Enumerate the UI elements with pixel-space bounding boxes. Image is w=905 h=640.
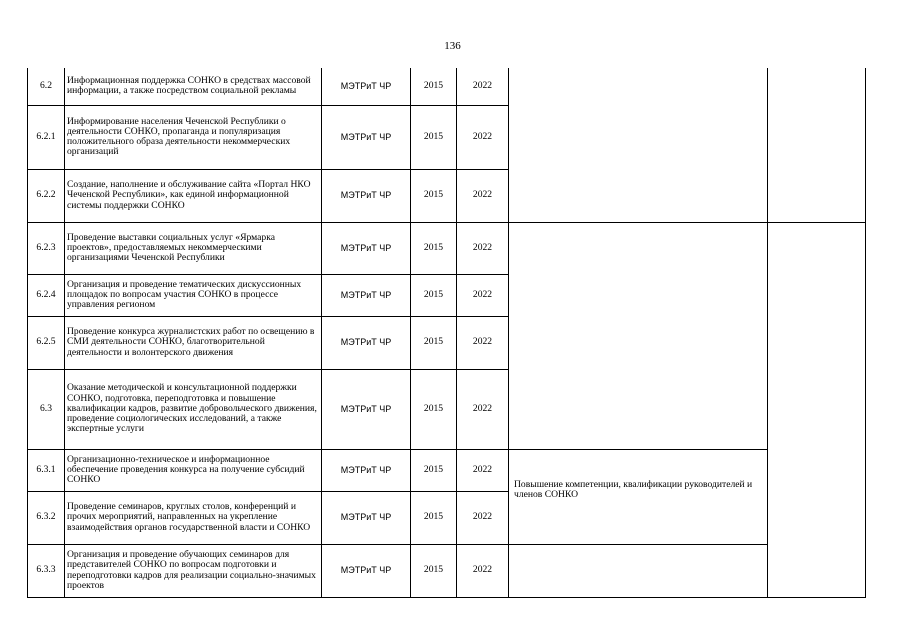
row-description: Проведение семинаров, круглых столов, конференций и прочих мероприятий, направленных на укрепление взаимодействия органов государственной власти и СОНКО: [65, 491, 322, 544]
result-cell-empty: [509, 222, 768, 369]
row-start-year: 2015: [411, 222, 457, 274]
row-description: Создание, наполнение и обслуживание сайта «Портал НКО Чеченской Республики», как единой информационной системы поддержки СОНКО: [65, 169, 322, 222]
row-description: Проведение конкурса журналистских работ по освещению в СМИ деятельности СОНКО, благотворительной деятельности и волонтерского движения: [65, 316, 322, 369]
row-start-year: 2015: [411, 105, 457, 169]
row-start-year: 2015: [411, 544, 457, 597]
row-code: 6.2.1: [28, 105, 65, 169]
row-code: 6.3.1: [28, 449, 65, 491]
row-end-year: 2022: [457, 449, 509, 491]
row-start-year: 2015: [411, 316, 457, 369]
row-end-year: 2022: [457, 105, 509, 169]
row-end-year: 2022: [457, 222, 509, 274]
row-end-year: 2022: [457, 274, 509, 316]
result-cell: Повышение компетенции, квалификации руководителей и членов СОНКО: [509, 449, 768, 544]
row-code: 6.3.2: [28, 491, 65, 544]
row-executor: МЭТРиТ ЧР: [322, 105, 411, 169]
row-code: 6.2.4: [28, 274, 65, 316]
row-description: Оказание методической и консультационной поддержки СОНКО, подготовка, переподготовка и повышение квалификации кадров, развитие добровольческого движения, проведение социологических исследований, а также экспертные услуги: [65, 369, 322, 449]
table-row: [28, 222, 866, 274]
table-row: [28, 369, 866, 449]
row-start-year: 2015: [411, 491, 457, 544]
row-description: Информирование населения Чеченской Республики о деятельности СОНКО, пропаганда и популяризация положительного образа деятельности некоммерческих организаций: [65, 105, 322, 169]
row-code: 6.2: [28, 68, 65, 105]
row-start-year: 2015: [411, 274, 457, 316]
row-end-year: 2022: [457, 169, 509, 222]
row-description: Организация и проведение обучающих семинаров для представителей СОНКО по вопросам подготовки и переподготовки кадров для реализации социально-значимых проектов: [65, 544, 322, 597]
row-description: Проведение выставки социальных услуг «Ярмарка проектов», предоставляемых некоммерческими организациями Чеченской Республики: [65, 222, 322, 274]
row-executor: МЭТРиТ ЧР: [322, 222, 411, 274]
row-start-year: 2015: [411, 68, 457, 105]
program-activities-table: [27, 68, 866, 598]
row-description: Организационно-техническое и информационное обеспечение проведения конкурса на получение субсидий СОНКО: [65, 449, 322, 491]
row-start-year: 2015: [411, 169, 457, 222]
indicator-cell-empty: [768, 222, 866, 597]
row-code: 6.2.5: [28, 316, 65, 369]
row-description: Организация и проведение тематических дискуссионных площадок по вопросам участия СОНКО в процессе управления регионом: [65, 274, 322, 316]
result-cell-empty: [509, 68, 768, 222]
row-code: 6.2.3: [28, 222, 65, 274]
indicator-cell-empty: [768, 68, 866, 222]
row-executor: МЭТРиТ ЧР: [322, 169, 411, 222]
row-code: 6.3.3: [28, 544, 65, 597]
row-executor: МЭТРиТ ЧР: [322, 274, 411, 316]
page-number: 136: [444, 40, 461, 52]
row-executor: МЭТРиТ ЧР: [322, 544, 411, 597]
row-end-year: 2022: [457, 68, 509, 105]
row-executor: МЭТРиТ ЧР: [322, 491, 411, 544]
row-executor: МЭТРиТ ЧР: [322, 449, 411, 491]
table-row: [28, 449, 866, 491]
table-row: [28, 544, 866, 597]
row-start-year: 2015: [411, 369, 457, 449]
row-start-year: 2015: [411, 449, 457, 491]
result-cell-empty: [509, 369, 768, 449]
row-code: 6.3: [28, 369, 65, 449]
row-executor: МЭТРиТ ЧР: [322, 369, 411, 449]
row-executor: МЭТРиТ ЧР: [322, 316, 411, 369]
table-row: [28, 68, 866, 105]
result-cell-empty: [509, 544, 768, 597]
row-code: 6.2.2: [28, 169, 65, 222]
row-end-year: 2022: [457, 316, 509, 369]
row-end-year: 2022: [457, 491, 509, 544]
row-end-year: 2022: [457, 544, 509, 597]
row-description: Информационная поддержка СОНКО в средствах массовой информации, а также посредством социальной рекламы: [65, 68, 322, 105]
row-end-year: 2022: [457, 369, 509, 449]
row-executor: МЭТРиТ ЧР: [322, 68, 411, 105]
